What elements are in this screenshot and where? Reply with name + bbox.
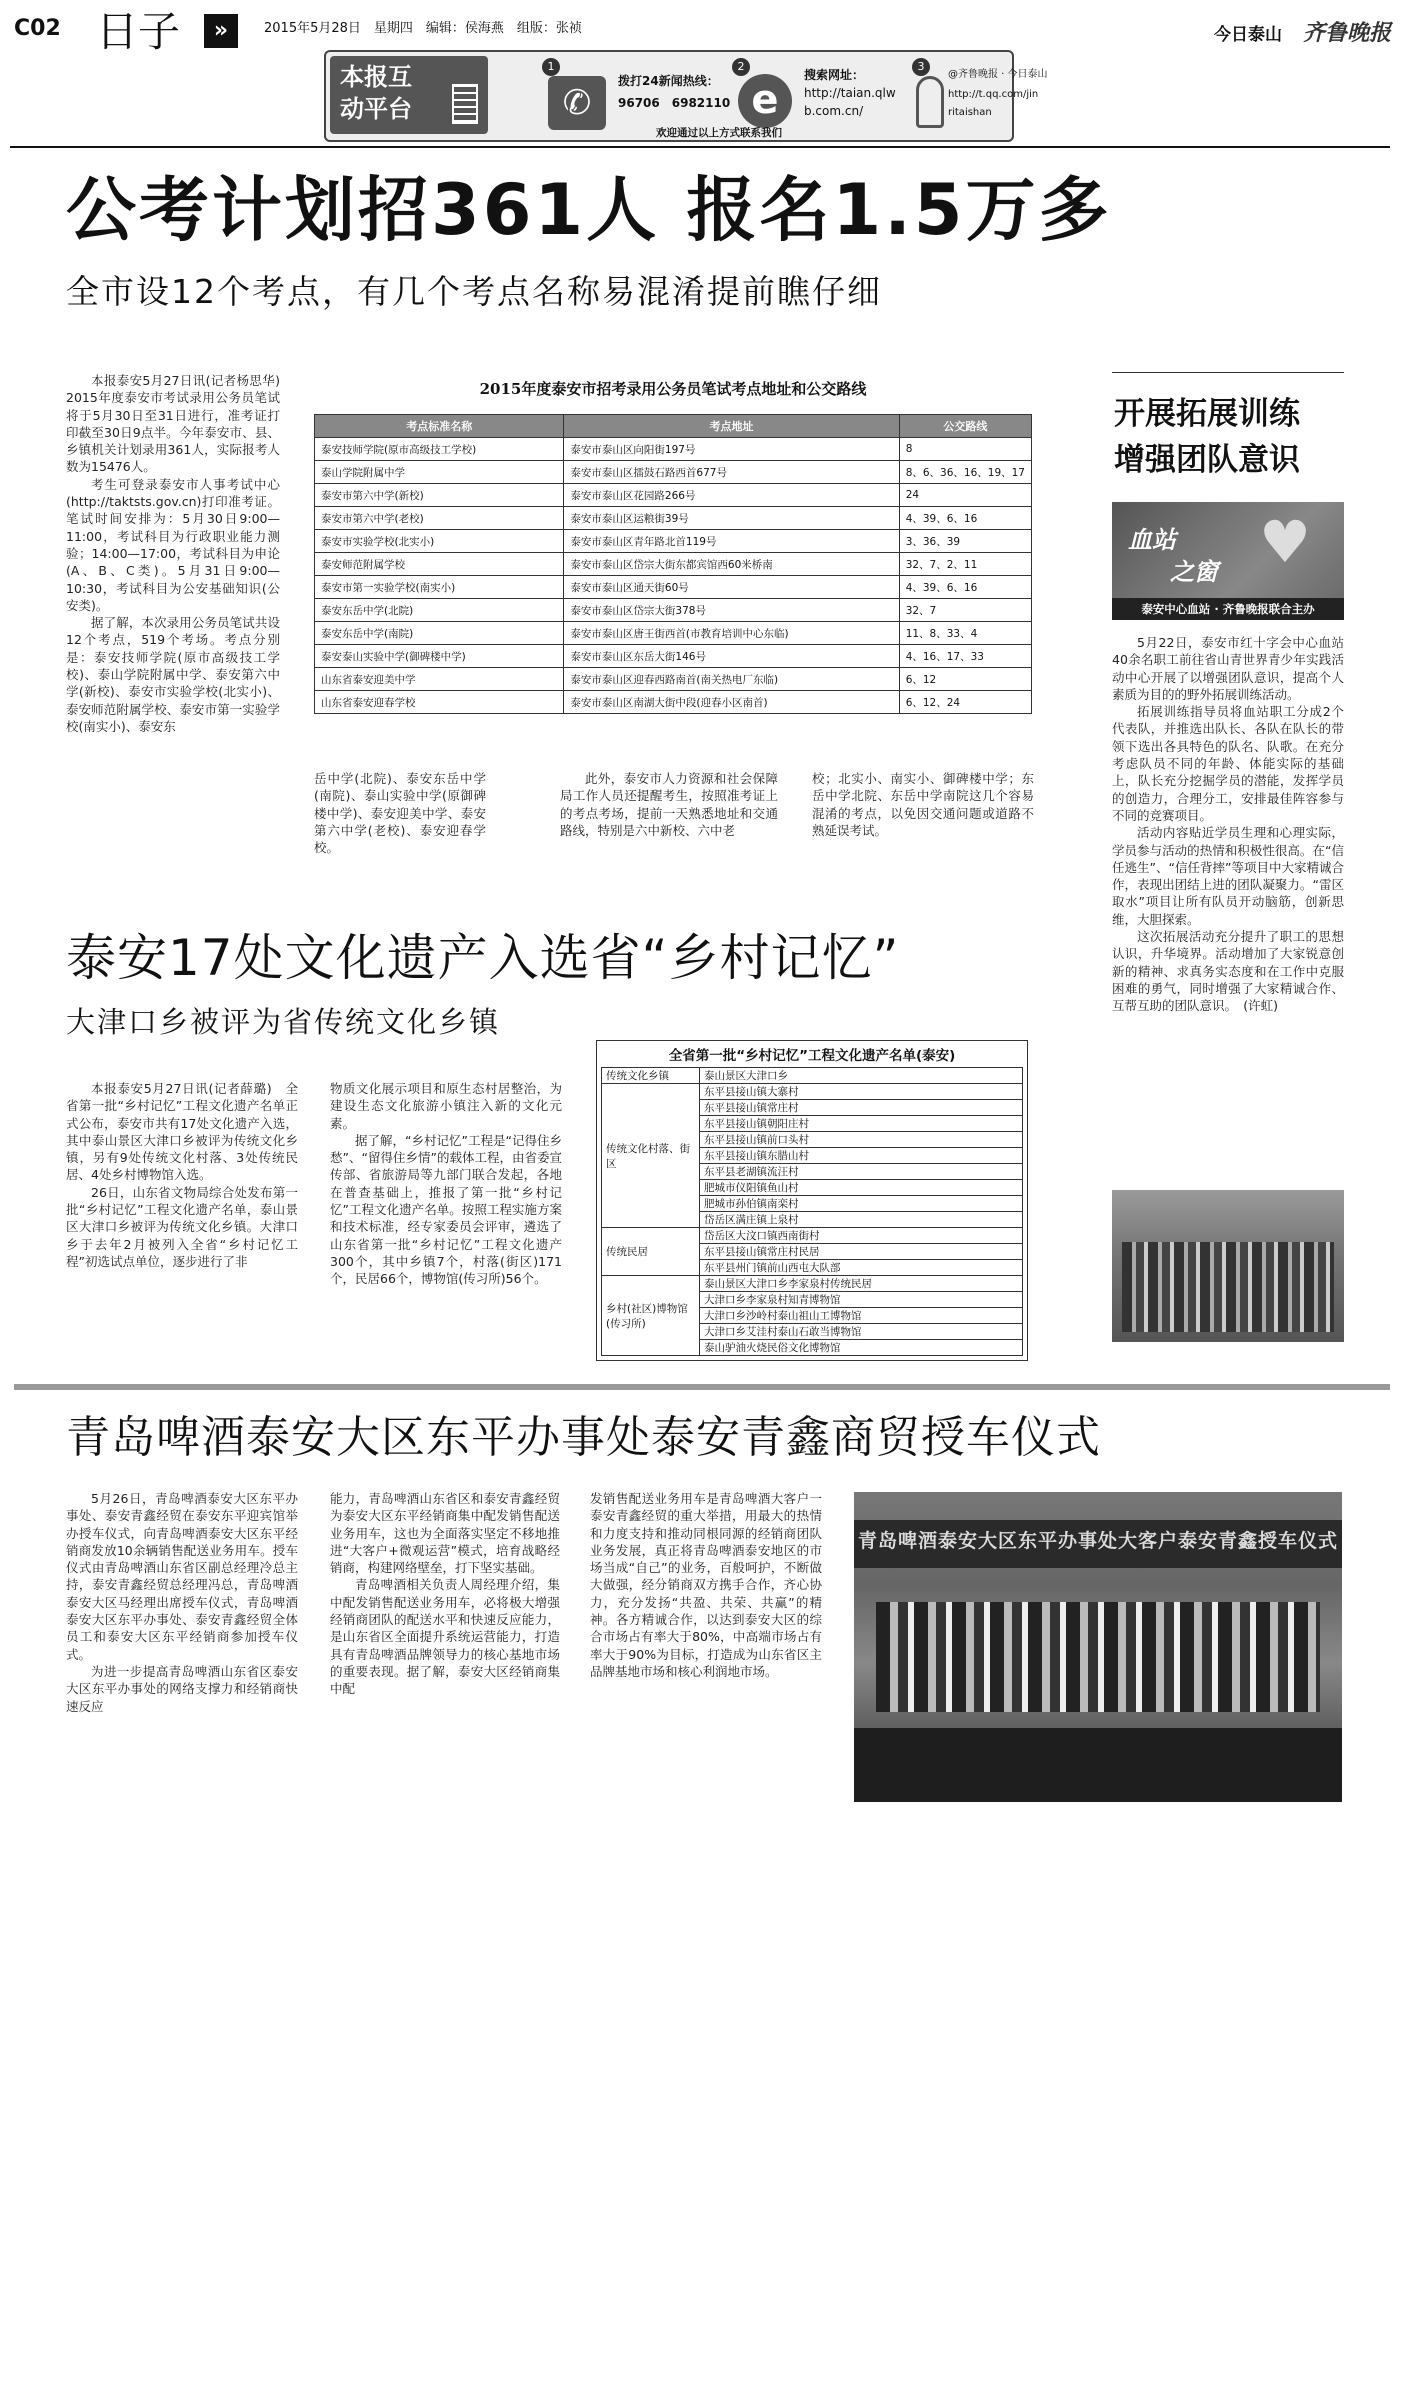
table-cell: 泰安市泰山区青年路北首119号	[564, 530, 899, 553]
building-icon	[452, 84, 478, 124]
banner-title-line1: 血站	[1128, 526, 1176, 554]
table-cell: 32、7	[899, 599, 1031, 622]
table-cell: 泰安市泰山区花园路266号	[564, 484, 899, 507]
web-url-line1: http://taian.qlw	[804, 86, 896, 100]
table-row	[602, 1276, 1023, 1292]
table-cell: 4、16、17、33	[899, 645, 1031, 668]
table-cell: 11、8、33、4	[899, 622, 1031, 645]
article1-headline: 公考计划招361人 报名1.5万多	[66, 169, 1112, 251]
table-header: 考点地址	[564, 415, 899, 438]
sidebar-para: 活动内容贴近学员生理和心理实际，学员参与活动的热情和积极性很高。在“信任逃生”、“信任背摔”等项目中大家精诚合作，表现出团结上进的团队凝聚力。“雷区取水”项目让所有队员开动脑筋，创新思维，大胆探索。	[1112, 825, 1344, 927]
badge-2: 2	[732, 58, 750, 76]
weibo-url-line2: ritaishan	[948, 107, 992, 118]
web-url-line2: b.com.cn/	[804, 104, 864, 118]
ceremony-photo	[854, 1492, 1342, 1802]
article3-col1	[66, 1490, 298, 1715]
table-row	[602, 1068, 1023, 1084]
table-cell: 泰安市第六中学(老校)	[315, 507, 564, 530]
table-cell: 泰安师范附属学校	[315, 553, 564, 576]
table-cell: 泰安市实验学校(北实小)	[315, 530, 564, 553]
ceremony-people	[876, 1602, 1320, 1712]
contact-title-line2: 动平台	[340, 95, 412, 123]
heritage-table-box	[596, 1040, 1028, 1361]
heritage-item: 东平县接山镇常庄村	[700, 1100, 1023, 1116]
table-row	[315, 599, 1032, 622]
badge-1: 1	[542, 58, 560, 76]
table-cell: 4、39、6、16	[899, 507, 1031, 530]
article2-para: 物质文化展示项目和原生态村居整治，为建设生态文化旅游小镇注入新的文化元素。	[330, 1081, 562, 1131]
date-line: 2015年5月28日 星期四 编辑：侯海燕 组版：张祯	[264, 21, 582, 36]
heritage-item: 大津口乡艾洼村泰山石敢当博物馆	[700, 1324, 1023, 1340]
article1-para: 校；北实小、南实小、御碑楼中学；东岳中学北院、东岳中学南院这几个容易混淆的考点，以免因交通问题或道路不熟延误考试。	[812, 771, 1034, 838]
article3-para: 青岛啤酒相关负责人周经理介绍，集中配发销售配送业务用车，必将极大增强经销商团队的配送水平和快速反应能力，是山东省区全面提升系统运营能力，打造具有青岛啤酒品牌领导力的核心基地市场的重要表现。据了解，泰安大区经销商集中配	[330, 1577, 560, 1697]
article1-col4	[812, 770, 1034, 839]
contact-footer: 欢迎通过以上方式联系我们	[656, 127, 782, 139]
article2-col1	[66, 1080, 298, 1270]
weibo-icon	[916, 76, 944, 128]
table-cell: 泰安市泰山区岱宗大街378号	[564, 599, 899, 622]
table-cell: 泰安市泰山区唐王街西首(市教育培训中心东临)	[564, 622, 899, 645]
sidebar-body	[1112, 634, 1344, 1015]
article1-col3	[560, 770, 778, 839]
phone-icon: ✆	[548, 76, 606, 130]
hotline-numbers: 96706 6982110	[618, 96, 731, 110]
banner-title-line2: 之窗	[1170, 558, 1218, 586]
weibo-url-line1: http://t.qq.com/jin	[948, 89, 1039, 100]
sidebar-headline-line2: 增强团队意识	[1114, 442, 1300, 478]
heritage-item: 泰山景区大津口乡	[700, 1068, 1023, 1084]
table-cell: 泰安泰山实验中学(御碑楼中学)	[315, 645, 564, 668]
heritage-category: 传统文化村落、街区	[602, 1084, 700, 1228]
table-row	[315, 645, 1032, 668]
table-cell: 6、12	[899, 668, 1031, 691]
paper-name: 今日泰山	[1214, 25, 1282, 45]
article1-para: 此外，泰安市人力资源和社会保障局工作人员还提醒考生，按照准考证上的考点考场，提前一天熟悉地址和交通路线，特别是六中新校、六中老	[560, 771, 778, 838]
exam-sites-table	[314, 414, 1032, 714]
table-cell: 泰安市泰山区迎春西路南首(南关热电厂东临)	[564, 668, 899, 691]
heritage-table	[601, 1067, 1023, 1356]
heritage-item: 岱岳区大汶口镇西南街村	[700, 1228, 1023, 1244]
article3-col3	[590, 1490, 822, 1680]
web-label: 搜索网址：	[804, 68, 865, 82]
section-arrow-icon: »	[204, 14, 238, 48]
article2-headline: 泰安17处文化遗产入选省“乡村记忆”	[66, 929, 900, 987]
article2-col2	[330, 1080, 562, 1288]
heritage-item: 东平县老湖镇流汪村	[700, 1164, 1023, 1180]
masthead-rule	[10, 146, 1390, 148]
banner-caption: 泰安中心血站 · 齐鲁晚报联合主办	[1112, 598, 1344, 620]
article3-para: 为进一步提高青岛啤酒山东省区泰安大区东平办事处的网络支撑力和经销商快速反应	[66, 1663, 298, 1714]
table-cell: 8	[899, 438, 1031, 461]
contact-panel-title	[330, 56, 488, 134]
contact-title-line1: 本报互	[340, 63, 412, 91]
article2-para: 26日，山东省文物局综合处发布第一批“乡村记忆”工程文化遗产名单，泰山景区大津口乡被评为传统文化乡镇。大津口乡于去年2月被列入全省“乡村记忆工程”初选试点单位，逐步进行了非	[66, 1184, 298, 1269]
table-cell: 泰安市泰山区南湖大街中段(迎春小区南首)	[564, 691, 899, 714]
table-cell: 泰安市泰山区运粮街39号	[564, 507, 899, 530]
exam-table-title: 2015年度泰安市招考录用公务员笔试考点地址和公交路线	[479, 380, 867, 398]
table-cell: 泰安市泰山区通天街60号	[564, 576, 899, 599]
table-row	[315, 530, 1032, 553]
ceremony-stage	[854, 1728, 1342, 1802]
table-cell: 8、6、36、16、19、17	[899, 461, 1031, 484]
heritage-category: 传统民居	[602, 1228, 700, 1276]
article2-para: 据了解，“乡村记忆”工程是“记得住乡愁”、“留得住乡情”的载体工程，由省委宣传部、省旅游局等九部门联合发起，各地在普查基础上，推报了第一批“乡村记忆”工程文化遗产名单。按照工程实施方案和技术标准，经专家委员会评审，遴选了山东省第一批“乡村记忆”工程文化遗产300个，其中乡镇7个，村落(街区)171个，民居66个，博物馆(传习所)56个。	[330, 1132, 562, 1287]
article1-para: 考生可登录泰安市人事考试中心(http://taktsts.gov.cn)打印准考证。笔试时间安排为：5月30日9:00—11:00，考试科目为行政职业能力测验；14:00—17:00，考试科目为申论(A、B、C类)。5月31日9:00—10:30，考试科目为公安基础知识(公安类)。	[66, 476, 280, 613]
sidebar-headline-line1: 开展拓展训练	[1114, 396, 1300, 432]
table-cell: 山东省泰安迎美中学	[315, 668, 564, 691]
article3-col2	[330, 1490, 560, 1698]
ceremony-banner-text: 青岛啤酒泰安大区东平办事处大客户泰安青鑫授车仪式	[857, 1530, 1338, 1552]
article2-deck: 大津口乡被评为省传统文化乡镇	[66, 1005, 501, 1039]
table-cell: 泰安市泰山区岱宗大街东都宾馆西60米桥南	[564, 553, 899, 576]
paper-brand-logo: 齐鲁晚报	[1303, 20, 1392, 46]
article1-para: 据了解，本次录用公务员笔试共设12个考点，519个考场。考点分别是：泰安技师学院(原市高级技工学校)、泰山学院附属中学、泰安第六中学(新校)、泰安市实验学校(北实小)、泰安师范附属学校、泰安市第一实验学校(南实小)、泰安东	[66, 615, 280, 734]
section-divider	[14, 1384, 1390, 1390]
table-header: 公交路线	[899, 415, 1031, 438]
section-name: 日子	[96, 7, 181, 56]
badge-3: 3	[912, 58, 930, 76]
table-cell: 4、39、6、16	[899, 576, 1031, 599]
sidebar-para: 这次拓展活动充分提升了职工的思想认识，升华境界。活动增加了大家锐意创新的精神、求真务实态度和在工作中克服困难的勇气，同时增强了大家精诚合作、互帮互助的团队意识。 (许虹)	[1112, 929, 1344, 1014]
heritage-item: 大津口乡沙岭村泰山祖山工博物馆	[700, 1308, 1023, 1324]
sidebar-top-rule	[1112, 372, 1344, 373]
heart-hands-icon: ♥	[1259, 508, 1311, 576]
hotline-label: 拨打24新闻热线：	[618, 74, 719, 88]
sidebar-para: 拓展训练指导员将血站职工分成2个代表队，并推选出队长、各队在队长的带领下选出各具特色的队名、队歌。在充分考虑队员不同的年龄、体能实际的基础上，队长充分挖掘学员的潜能，发挥学员的创造力，合理分工，安排最佳阵容参与不同的竞赛项目。	[1112, 704, 1344, 823]
heritage-item: 东平县接山镇朝阳庄村	[700, 1116, 1023, 1132]
table-header: 考点标准名称	[315, 415, 564, 438]
table-row	[315, 484, 1032, 507]
article1-col1	[66, 372, 293, 735]
table-cell: 泰安市泰山区向阳街197号	[564, 438, 899, 461]
heritage-item: 肥城市仪阳镇鱼山村	[700, 1180, 1023, 1196]
weibo-handle: @齐鲁晚报 · 今日泰山	[948, 69, 1048, 80]
table-cell: 3、36、39	[899, 530, 1031, 553]
article3-para: 发销售配送业务用车是青岛啤酒大客户一泰安青鑫经贸的重大举措，用最大的热情和力度支持和推动同根同源的经销商团队业务发展，真正将青岛啤酒泰安地区的市场当成“自己”的业务，百般呵护，不断做大做强，经分销商双方携手合作，齐心协力，充分发扬“共盈、共荣、共赢”的精神。各方精诚合作，以达到泰安大区的综合市场占有率大于80%，中高端市场占有率大于90%为目标，打造成为山东省区主品牌基地市场和核心利润地市场。	[590, 1491, 822, 1679]
table-row	[315, 576, 1032, 599]
heritage-item: 东平县州门镇前山西屯大队部	[700, 1260, 1023, 1276]
table-cell: 6、12、24	[899, 691, 1031, 714]
blood-station-banner	[1112, 502, 1344, 620]
article1-para: 本报泰安5月27日讯(记者杨思华) 2015年度泰安市考试录用公务员笔试将于5月30日至31日进行，准考证打印截至30日9点半。今年泰安市、县、乡镇机关计划录用361人，实际报考人数为15476人。	[66, 373, 293, 475]
table-cell: 32、7、2、11	[899, 553, 1031, 576]
heritage-category: 乡村(社区)博物馆(传习所)	[602, 1276, 700, 1356]
article3-para: 5月26日，青岛啤酒泰安大区东平办事处、泰安青鑫经贸在泰安东平迎宾馆举办授车仪式，向青岛啤酒泰安大区东平经销商发放10余辆销售配送业务用车。授车仪式由青岛啤酒山东省区副总经理冷总主持，泰安青鑫经贸总经理冯总，青岛啤酒泰安大区马经理出席授车仪式，青岛啤酒泰安大区东平办事处、泰安青鑫经贸全体员工和泰安大区东平经销商参加授车仪式。	[66, 1491, 298, 1662]
heritage-item: 东平县接山镇前口头村	[700, 1132, 1023, 1148]
table-cell: 泰安市泰山区东岳大街146号	[564, 645, 899, 668]
training-photo	[1112, 1190, 1344, 1342]
table-row	[315, 622, 1032, 645]
table-cell: 泰山学院附属中学	[315, 461, 564, 484]
browser-icon: e	[738, 74, 792, 128]
article3-headline: 青岛啤酒泰安大区东平办事处泰安青鑫商贸授车仪式	[66, 1412, 1101, 1463]
article1-deck: 全市设12个考点，有几个考点名称易混淆提前瞧仔细	[66, 272, 882, 311]
table-row	[315, 668, 1032, 691]
table-cell: 山东省泰安迎春学校	[315, 691, 564, 714]
heritage-item: 岱岳区满庄镇上泉村	[700, 1212, 1023, 1228]
article1-col2	[314, 770, 486, 856]
table-cell: 泰安东岳中学(北院)	[315, 599, 564, 622]
article1-para: 岳中学(北院)、泰安东岳中学(南院)、泰山实验中学(原御碑楼中学)、泰安迎美中学、泰安第六中学(老校)、泰安迎春学校。	[314, 771, 486, 856]
heritage-item: 东平县接山镇常庄村民居	[700, 1244, 1023, 1260]
table-cell: 泰安市第六中学(新校)	[315, 484, 564, 507]
heritage-table-title: 全省第一批“乡村记忆”工程文化遗产名单(泰安)	[668, 1048, 956, 1064]
table-row	[315, 438, 1032, 461]
article2-para: 本报泰安5月27日讯(记者薛璐) 全省第一批“乡村记忆”工程文化遗产名单正式公布，泰安市共有17处文化遗产入选，其中泰山景区大津口乡被评为传统文化乡镇，另有9处传统文化村落、3处传统民居、4处乡村博物馆入选。	[66, 1081, 298, 1183]
table-row	[315, 553, 1032, 576]
page-number: C02	[14, 16, 61, 41]
table-cell: 泰安技师学院(原市高级技工学校)	[315, 438, 564, 461]
table-cell: 泰安市泰山区擂鼓石路西首677号	[564, 461, 899, 484]
heritage-item: 肥城市孙伯镇南栾村	[700, 1196, 1023, 1212]
table-row	[315, 691, 1032, 714]
sidebar-para: 5月22日，泰安市红十字会中心血站40余名职工前往省山青世界青少年实践活动中心开展了以增强团队意识，提高个人素质为目的的野外拓展训练活动。	[1112, 635, 1344, 702]
heritage-item: 泰山景区大津口乡李家泉村传统民居	[700, 1276, 1023, 1292]
table-cell: 泰安东岳中学(南院)	[315, 622, 564, 645]
contact-panel	[324, 50, 1048, 142]
heritage-item: 大津口乡李家泉村知青博物馆	[700, 1292, 1023, 1308]
heritage-item: 泰山驴油火烧民俗文化博物馆	[700, 1340, 1023, 1356]
photo-crowd	[1122, 1242, 1334, 1332]
heritage-item: 东平县接山镇东腊山村	[700, 1148, 1023, 1164]
table-row	[602, 1084, 1023, 1100]
table-row	[602, 1228, 1023, 1244]
article3-para: 能力，青岛啤酒山东省区和泰安青鑫经贸为泰安大区东平经销商集中配发销售配送业务用车，这也为全面落实坚定不移地推进“大客户+微观运营”模式，培育战略经销商，构建网络壁垒，打下坚实基础。	[330, 1491, 560, 1576]
table-row	[315, 461, 1032, 484]
table-cell: 泰安市第一实验学校(南实小)	[315, 576, 564, 599]
heritage-category: 传统文化乡镇	[602, 1068, 700, 1084]
table-row	[315, 507, 1032, 530]
heritage-item: 东平县接山镇大寨村	[700, 1084, 1023, 1100]
table-cell: 24	[899, 484, 1031, 507]
